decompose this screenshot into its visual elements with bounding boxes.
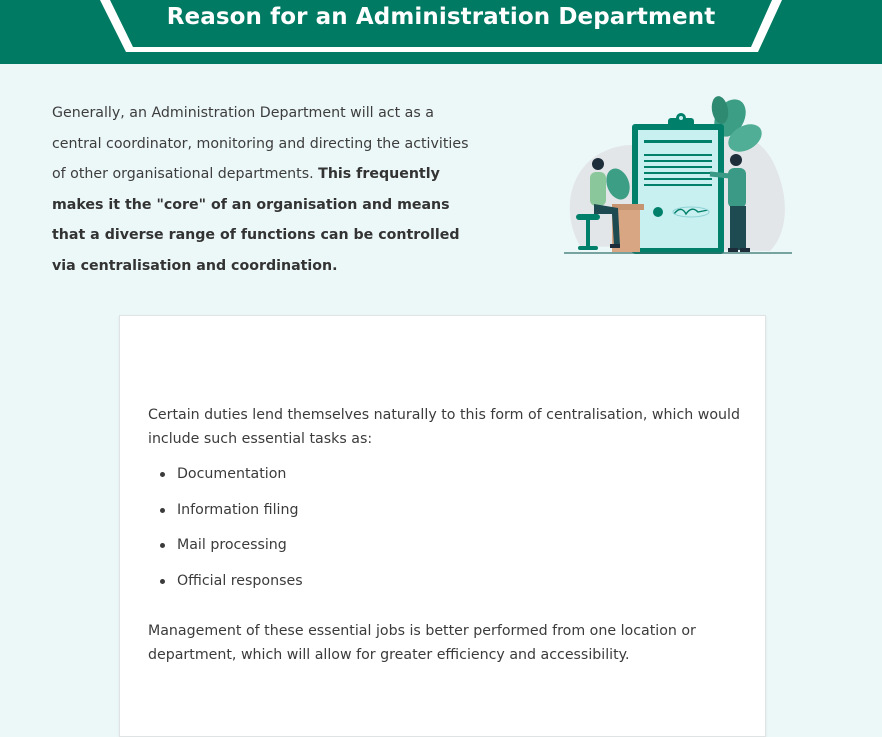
intro-paragraph <box>52 98 472 282</box>
content-card <box>119 315 766 737</box>
list-item: Mail processing <box>148 533 303 569</box>
card-paragraph-conclusion: Management of these essential jobs is better performed from one location or department, which will allow for greater efficiency and accessibility. <box>148 623 696 663</box>
list-item: Documentation <box>148 462 303 498</box>
essential-tasks-list <box>148 462 303 604</box>
intro-text: Generally, an Administration Department will act as a central coordinator, monitoring and directing the activities of other organisational departments. <box>52 105 469 183</box>
header-banner <box>0 0 882 64</box>
intro-bold-text: This frequently makes it the "core" of an organisation and means that a diverse range of functions can be controlled via centralisation and coordination. <box>52 166 460 274</box>
card-paragraph-intro: Certain duties lend themselves naturally to this form of centralisation, which would include such essential tasks as: <box>148 407 740 447</box>
people-with-clipboard-illustration <box>560 96 796 258</box>
page-title: Reason for an Administration Department <box>166 4 716 30</box>
list-item: Official responses <box>148 569 303 605</box>
list-item: Information filing <box>148 498 303 534</box>
